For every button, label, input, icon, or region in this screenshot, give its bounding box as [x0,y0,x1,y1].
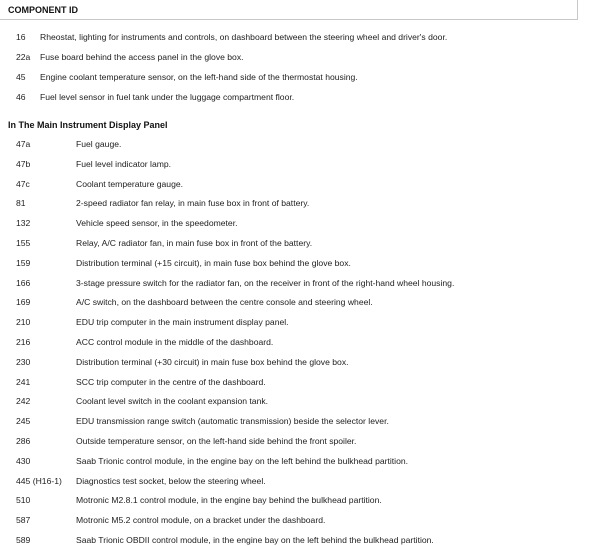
component-id: 22a [16,52,31,62]
component-id: 169 [16,297,31,308]
list-item [0,316,600,328]
component-description: Coolant level switch in the coolant expansion tank. [76,396,269,407]
component-id: 216 [16,337,31,347]
component-description: Engine coolant temperature sensor, on the left-hand side of the thermostat housing. [40,72,358,82]
list-item [0,534,600,546]
list-item [0,514,600,526]
list-item [0,178,600,190]
component-id: 510 [16,495,31,506]
component-id: 242 [16,396,31,407]
component-description: Fuel level indicator lamp. [76,158,172,169]
component-description: Coolant temperature gauge. [76,178,184,189]
component-description: EDU transmission range switch (automatic transmission) beside the selector lever. [76,416,389,427]
component-description: Distribution terminal (+15 circuit), in main fuse box behind the glove box. [76,257,351,268]
list-item [0,395,600,407]
list-item [0,257,600,269]
component-description: Relay, A/C radiator fan, in main fuse box in front of the battery. [76,238,313,248]
component-description: SCC trip computer in the centre of the dashboard. [76,376,266,387]
component-id: 16 [16,32,26,42]
list-item [0,197,600,209]
component-id: 245 [16,416,31,427]
list-item [0,494,600,506]
list-item [0,217,600,229]
list-item [0,336,600,348]
component-id: 155 [16,238,31,248]
list-item [0,91,600,103]
component-id: 589 [16,535,31,545]
component-description: 2-speed radiator fan relay, in main fuse box in front of battery. [76,198,310,209]
component-id: 166 [16,277,31,288]
component-id: 286 [16,436,31,446]
component-description: Distribution terminal (+30 circuit) in main fuse box behind the glove box. [76,356,349,367]
list-item [0,435,600,447]
component-id: 587 [16,515,31,526]
list-item [0,277,600,289]
component-id: 46 [16,92,26,102]
list-item [0,356,600,368]
list-item [0,237,600,249]
header-bar [0,0,578,20]
component-id: 47a [16,139,31,149]
page-title: COMPONENT ID [8,5,79,15]
component-id: 241 [16,376,31,387]
component-id: 430 [16,455,31,466]
component-description: Vehicle speed sensor, in the speedometer. [76,218,238,229]
list-item [0,138,600,150]
component-id: 230 [16,356,31,367]
component-description: ACC control module in the middle of the dashboard. [76,337,274,347]
component-description: A/C switch, on the dashboard between the centre console and steering wheel. [76,297,373,308]
component-description: Motronic M2.8.1 control module, in the engine bay behind the bulkhead partition. [76,495,382,506]
component-description: EDU trip computer in the main instrument display panel. [76,317,289,328]
component-id: 81 [16,198,26,209]
list-item [0,376,600,388]
component-description: Saab Trionic OBDII control module, in the engine bay on the left behind the bulkhead partition. [76,535,434,545]
list-item [0,415,600,427]
list-item [0,296,600,308]
list-item [0,475,600,487]
component-description: Rheostat, lighting for instruments and controls, on dashboard between the steering wheel and driver's door. [40,32,448,42]
list-item [0,71,600,83]
component-description: Fuel gauge. [76,139,122,149]
component-id: 210 [16,317,31,328]
component-description: Diagnostics test socket, below the steering wheel. [76,475,266,486]
list-item [0,158,600,170]
component-id: 159 [16,257,31,268]
list-item [0,51,600,63]
component-description: Fuse board behind the access panel in the glove box. [40,52,244,62]
component-id: 132 [16,218,31,229]
component-id: 47c [16,178,30,189]
section-title: In The Main Instrument Display Panel [8,120,168,130]
component-description: Fuel level sensor in fuel tank under the luggage compartment floor. [40,92,295,102]
component-id: 47b [16,158,31,169]
list-item [0,31,600,43]
component-id: 445 (H16-1) [16,475,62,486]
component-description: Motronic M5.2 control module, on a bracket under the dashboard. [76,515,326,526]
list-item [0,455,600,467]
component-description: Outside temperature sensor, on the left-hand side behind the front spoiler. [76,436,357,446]
component-description: Saab Trionic control module, in the engine bay on the left behind the bulkhead partition. [76,455,409,466]
component-description: 3-stage pressure switch for the radiator fan, on the receiver in front of the right-hand wheel housing. [76,277,455,288]
component-id: 45 [16,72,26,82]
